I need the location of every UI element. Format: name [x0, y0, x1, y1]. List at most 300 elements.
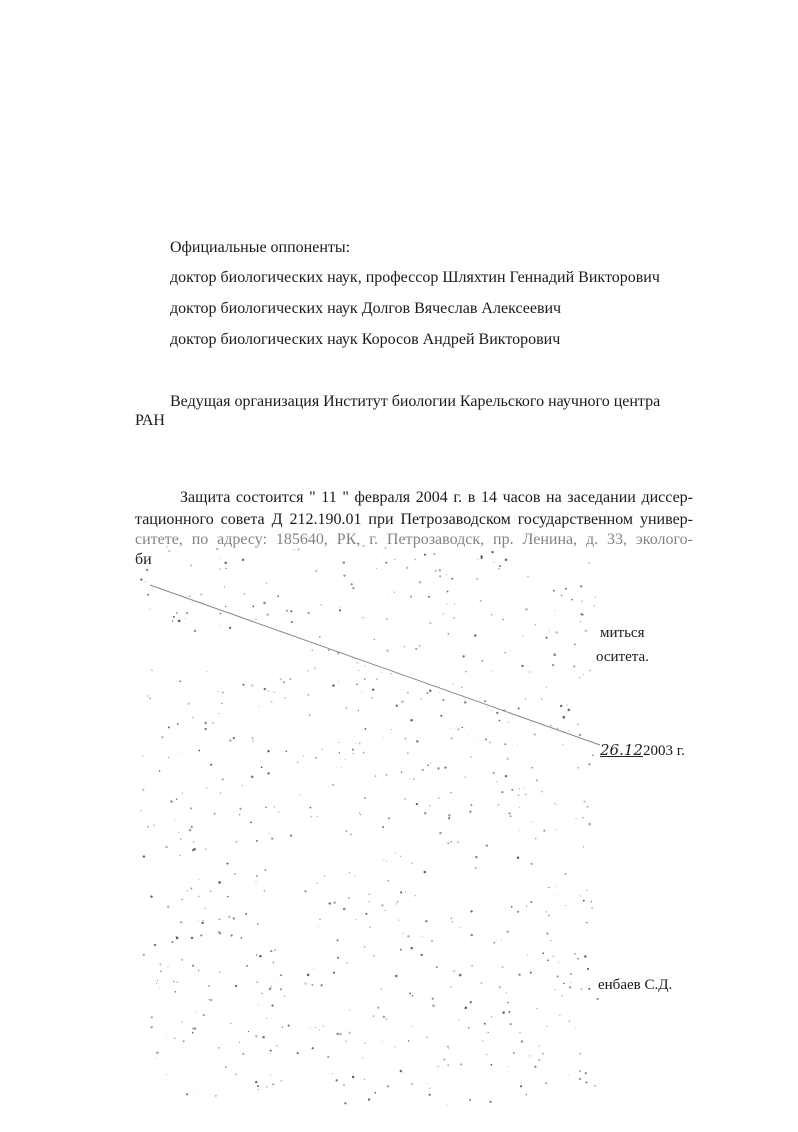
speckle-dot [252, 737, 254, 739]
speckle-dot [239, 1042, 240, 1043]
speckle-dot [561, 594, 563, 596]
speckle-dot [569, 986, 571, 988]
speckle-dot [195, 1012, 196, 1013]
speckle-dot [328, 650, 330, 652]
speckle-dot [307, 612, 309, 614]
speckle-dot [501, 940, 502, 941]
speckle-dot [384, 552, 385, 553]
speckle-dot [555, 631, 557, 633]
speckle-dot [385, 562, 387, 564]
speckle-dot [521, 1040, 523, 1042]
speckle-dot [151, 669, 153, 671]
speckle-dot [525, 608, 527, 610]
speckle-dot [270, 950, 272, 952]
speckle-dot [410, 719, 412, 721]
speckle-dot [267, 750, 269, 752]
speckle-dot [151, 1017, 153, 1019]
speckle-dot [582, 601, 583, 602]
speckle-dot [411, 1083, 413, 1085]
speckle-dot [510, 1023, 512, 1025]
speckle-dot [429, 622, 431, 624]
speckle-dot [317, 882, 319, 884]
lead-organization-line-2: РАН [135, 412, 165, 429]
speckle-dot [241, 937, 243, 939]
speckle-dot [583, 900, 585, 902]
speckle-dot [368, 901, 370, 903]
speckle-dot [214, 813, 216, 815]
speckle-dot [491, 614, 493, 616]
speckle-dot [404, 646, 405, 647]
speckle-dot [219, 972, 220, 973]
speckle-dot [552, 956, 554, 958]
speckle-dot [414, 895, 416, 897]
speckle-dot [352, 1076, 354, 1078]
speckle-dot [507, 1066, 508, 1067]
speckle-dot [583, 800, 585, 802]
speckle-dot [198, 921, 199, 922]
speckle-dot [553, 653, 556, 656]
speckle-dot [354, 876, 355, 877]
speckle-dot [344, 1102, 346, 1104]
speckle-dot [297, 1052, 299, 1054]
speckle-dot [401, 700, 404, 703]
speckle-dot [234, 873, 235, 874]
speckle-dot [511, 789, 513, 791]
lead-organization-line-1: Ведущая организация Институт биологии Карельского научного центра [170, 393, 661, 410]
speckle-dot [450, 737, 452, 739]
speckle-dot [192, 965, 194, 967]
speckle-dot [198, 750, 200, 752]
speckle-dot [320, 984, 322, 986]
speckle-dot [536, 779, 538, 781]
speckle-dot [365, 913, 367, 915]
speckle-dot [443, 613, 444, 614]
speckle-dot [362, 1058, 363, 1059]
speckle-dot [181, 1021, 182, 1022]
speckle-dot [523, 635, 524, 636]
speckle-dot [280, 1080, 282, 1082]
speckle-dot [230, 934, 232, 936]
speckle-dot [396, 704, 399, 707]
speckle-dot [235, 985, 237, 987]
speckle-dot [475, 867, 477, 869]
speckle-dot [341, 767, 342, 768]
speckle-dot [556, 805, 557, 806]
speckle-dot [269, 690, 270, 691]
speckle-dot [332, 784, 334, 786]
speckle-dot [312, 650, 313, 651]
speckle-dot [274, 692, 275, 693]
speckle-dot [161, 736, 163, 738]
speckle-dot [452, 775, 453, 776]
speckle-dot [202, 602, 203, 603]
speckle-dot [521, 1082, 522, 1083]
speckle-dot [559, 1014, 561, 1016]
speckle-dot [193, 841, 195, 843]
speckle-dot [239, 808, 241, 810]
speckle-dot [489, 1101, 491, 1103]
speckle-dot [459, 927, 460, 928]
speckle-dot [256, 981, 258, 983]
speckle-dot [375, 775, 377, 777]
speckle-dot [337, 652, 340, 655]
speckle-dot [563, 983, 564, 984]
speckle-dot [173, 616, 175, 618]
speckle-dot [556, 975, 558, 977]
speckle-dot [160, 971, 161, 972]
speckle-dot [474, 737, 475, 738]
speckle-dot [218, 1047, 219, 1048]
speckle-dot [535, 838, 537, 840]
speckle-dot [225, 606, 226, 607]
speckle-dot [484, 700, 486, 702]
speckle-dot [427, 764, 429, 766]
speckle-dot [186, 1093, 188, 1095]
speckle-dot [531, 767, 533, 769]
speckle-dot [277, 596, 279, 598]
speckle-dot [224, 586, 225, 587]
speckle-dot [364, 678, 365, 679]
speckle-dot [364, 797, 366, 799]
speckle-dot [444, 767, 446, 769]
speckle-dot [550, 725, 552, 727]
speckle-dot [208, 999, 209, 1000]
speckle-dot [159, 770, 161, 772]
speckle-dot [165, 846, 168, 849]
speckle-dot [437, 767, 439, 769]
speckle-dot [328, 785, 329, 786]
speckle-dot [439, 692, 440, 693]
speckle-dot [374, 1092, 376, 1094]
speckle-dot [517, 744, 518, 745]
speckle-dot [469, 1099, 471, 1101]
speckle-dot [496, 712, 498, 714]
speckle-dot [509, 813, 511, 815]
speckle-dot [272, 1083, 274, 1085]
speckle-dot [589, 669, 591, 671]
speckle-dot [266, 583, 267, 584]
speckle-dot [167, 906, 169, 908]
speckle-dot [415, 648, 417, 650]
speckle-dot [364, 665, 366, 667]
speckle-dot [406, 567, 409, 570]
speckle-dot [493, 772, 495, 774]
speckle-dot [381, 904, 383, 906]
speckle-dot [534, 624, 536, 626]
speckle-dot [143, 855, 145, 857]
speckle-dot [529, 671, 530, 672]
speckle-dot [482, 660, 483, 661]
speckle-dot [266, 1018, 267, 1019]
speckle-dot [182, 793, 183, 794]
speckle-dot [233, 918, 235, 920]
speckle-dot [265, 806, 267, 808]
speckle-dot [517, 856, 519, 858]
speckle-dot [407, 935, 409, 937]
speckle-dot [534, 1066, 536, 1068]
speckle-dot [143, 954, 145, 956]
speckle-dot [411, 1026, 412, 1027]
speckle-dot [465, 1007, 467, 1009]
speckle-dot [362, 617, 364, 619]
speckle-dot [561, 995, 563, 997]
speckle-dot [557, 895, 558, 896]
speckle-dot [168, 757, 169, 758]
speckle-dot [309, 807, 311, 809]
speckle-dot [343, 1084, 345, 1086]
speckle-dot [588, 763, 590, 765]
defense-line-2: тационного совета Д 212.190.01 при Петрозаводском государственном универ- [135, 511, 693, 528]
speckle-dot [405, 892, 406, 893]
speckle-dot [497, 804, 499, 806]
speckle-dot [383, 859, 384, 860]
speckle-dot [150, 895, 153, 898]
speckle-dot [381, 988, 383, 990]
speckle-dot [189, 829, 192, 832]
speckle-dot [519, 830, 520, 831]
speckle-dot [256, 954, 257, 955]
speckle-dot [588, 562, 590, 564]
speckle-dot [560, 697, 561, 698]
speckle-dot [258, 1005, 259, 1006]
speckle-dot [554, 610, 555, 611]
speckle-dot [315, 1027, 316, 1028]
speckle-dot [486, 707, 487, 708]
speckle-dot [471, 965, 472, 966]
speckle-dot [315, 570, 317, 572]
speckle-dot [551, 940, 552, 941]
speckle-dot [212, 722, 213, 723]
speckle-dot [585, 1072, 587, 1074]
speckle-dot [352, 749, 354, 751]
speckle-dot [570, 982, 571, 983]
speckle-dot [439, 832, 442, 835]
speckle-dot [385, 910, 386, 911]
speckle-dot [485, 739, 487, 741]
speckle-dot [470, 934, 473, 937]
speckle-dot [447, 591, 449, 593]
speckle-dot [546, 637, 548, 639]
speckle-dot [591, 907, 593, 909]
speckle-dot [220, 613, 222, 615]
speckle-dot [147, 594, 149, 596]
speckle-dot [467, 734, 468, 735]
speckle-dot [317, 816, 318, 817]
speckle-dot [565, 873, 567, 875]
speckle-dot [388, 817, 390, 819]
speckle-dot [226, 863, 228, 865]
speckle-dot [480, 600, 482, 602]
speckle-dot [285, 750, 287, 752]
speckle-dot [398, 919, 399, 920]
speckle-dot [595, 597, 596, 598]
speckle-dot [356, 684, 357, 685]
speckle-dot [256, 875, 258, 877]
speckle-dot [239, 814, 240, 815]
speckle-dot [364, 728, 366, 730]
speckle-dot [496, 781, 497, 782]
speckle-dot [486, 844, 488, 846]
speckle-dot [587, 806, 589, 808]
speckle-dot [493, 942, 495, 944]
speckle-dot [529, 1055, 530, 1056]
speckle-dot [274, 949, 276, 951]
speckle-dot [250, 822, 252, 824]
speckle-dot [303, 755, 304, 756]
speckle-dot [377, 1006, 379, 1008]
speckle-dot [219, 919, 221, 921]
speckle-dot [442, 699, 444, 701]
speckle-dot [401, 772, 402, 773]
speckle-dot [431, 940, 433, 942]
speckle-dot [517, 911, 519, 913]
opponent-3: доктор биологических наук Коросов Андрей Викторович [170, 331, 561, 348]
speckle-dot [429, 1087, 430, 1088]
speckle-dot [583, 674, 584, 675]
speckle-dot [476, 578, 478, 580]
speckle-dot [371, 697, 373, 699]
speckle-dot [205, 728, 207, 730]
speckle-dot [547, 959, 549, 961]
speckle-dot [192, 1027, 194, 1029]
speckle-dot [256, 840, 258, 842]
speckle-dot [465, 777, 466, 778]
speckle-dot [435, 570, 437, 572]
speckle-dot [308, 694, 310, 696]
speckle-dot [269, 988, 272, 991]
speckle-dot [521, 665, 523, 667]
speckle-dot [489, 741, 491, 743]
speckle-dot [422, 936, 423, 937]
speckle-dot [190, 807, 192, 809]
speckle-dot [175, 991, 177, 993]
speckle-dot [547, 1026, 548, 1027]
speckle-dot [170, 800, 172, 802]
speckle-dot [348, 897, 350, 899]
speckle-dot [481, 557, 483, 559]
speckle-dot [403, 1072, 404, 1073]
speckle-dot [168, 550, 170, 552]
speckle-dot [323, 1026, 324, 1027]
speckle-dot [311, 984, 313, 986]
speckle-dot [542, 1052, 545, 1055]
speckle-dot [413, 778, 415, 780]
speckle-dot [345, 759, 346, 760]
speckle-dot [270, 1074, 271, 1075]
speckle-dot [462, 727, 463, 728]
speckle-dot [582, 817, 584, 819]
speckle-dot [448, 817, 450, 819]
handwritten-date: 26.12 [600, 741, 643, 759]
speckle-dot [501, 791, 503, 793]
speckle-dot [590, 901, 592, 903]
speckle-dot [484, 1023, 486, 1025]
speckle-dot [499, 986, 502, 989]
speckle-dot [373, 1015, 375, 1017]
speckle-dot [411, 862, 413, 864]
speckle-dot [343, 574, 345, 576]
speckle-dot [421, 954, 423, 956]
speckle-dot [280, 974, 282, 976]
speckle-dot [424, 554, 426, 556]
speckle-dot [504, 743, 506, 745]
speckle-dot [560, 705, 562, 707]
speckle-dot [310, 816, 312, 818]
speckle-dot [258, 706, 259, 707]
speckle-dot [568, 1020, 570, 1022]
speckle-dot [251, 776, 254, 779]
speckle-dot [443, 1059, 445, 1061]
speckle-dot [339, 864, 340, 865]
speckle-dot [579, 677, 581, 679]
speckle-dot [244, 593, 245, 594]
speckle-dot [518, 707, 520, 709]
speckle-dot [386, 861, 387, 862]
speckle-dot [395, 852, 396, 853]
speckle-dot [428, 596, 430, 598]
speckle-dot [261, 993, 262, 994]
speckle-dot [172, 621, 173, 622]
speckle-dot [358, 710, 359, 711]
speckle-dot [579, 1078, 581, 1080]
speckle-dot [155, 1058, 156, 1059]
speckle-dot [166, 1074, 167, 1075]
speckle-dot [408, 1040, 410, 1042]
speckle-dot [349, 872, 350, 873]
speckle-dot [308, 670, 309, 671]
speckle-dot [459, 974, 462, 977]
speckle-dot [339, 609, 341, 611]
speckle-dot [319, 1029, 320, 1030]
speckle-dot [587, 968, 589, 970]
speckle-dot [178, 832, 179, 833]
speckle-dot [233, 737, 235, 739]
speckle-dot [252, 605, 254, 607]
speckle-dot [271, 838, 273, 840]
speckle-dot [586, 922, 588, 924]
speckle-dot [506, 758, 509, 761]
opponent-2: доктор биологических наук Долгов Вячеслав Алексеевич [170, 300, 562, 317]
speckle-dot [177, 723, 179, 725]
speckle-dot [197, 1093, 198, 1094]
date-line [600, 740, 685, 761]
speckle-dot [574, 644, 576, 646]
speckle-dot [263, 602, 266, 605]
speckle-dot [427, 692, 429, 694]
speckle-dot [568, 731, 569, 732]
speckle-dot [525, 794, 527, 796]
speckle-dot [299, 794, 300, 795]
speckle-dot [339, 607, 340, 608]
speckle-dot [348, 1031, 351, 1034]
speckle-dot [570, 973, 572, 975]
date-year: 2003 г. [642, 743, 685, 759]
speckle-dot [174, 1038, 175, 1039]
speckle-dot [450, 917, 452, 919]
speckle-dot [502, 1011, 505, 1014]
speckle-dot [464, 701, 467, 704]
speckle-dot [407, 692, 409, 694]
speckle-dot [465, 671, 466, 672]
speckle-dot [577, 767, 579, 769]
speckle-dot [458, 728, 460, 730]
speckle-dot [312, 1047, 314, 1049]
speckle-dot [552, 664, 555, 667]
speckle-dot [586, 890, 587, 891]
diagonal-pen-stroke [150, 585, 600, 745]
speckle-dot [498, 568, 500, 570]
speckle-dot [228, 916, 230, 918]
